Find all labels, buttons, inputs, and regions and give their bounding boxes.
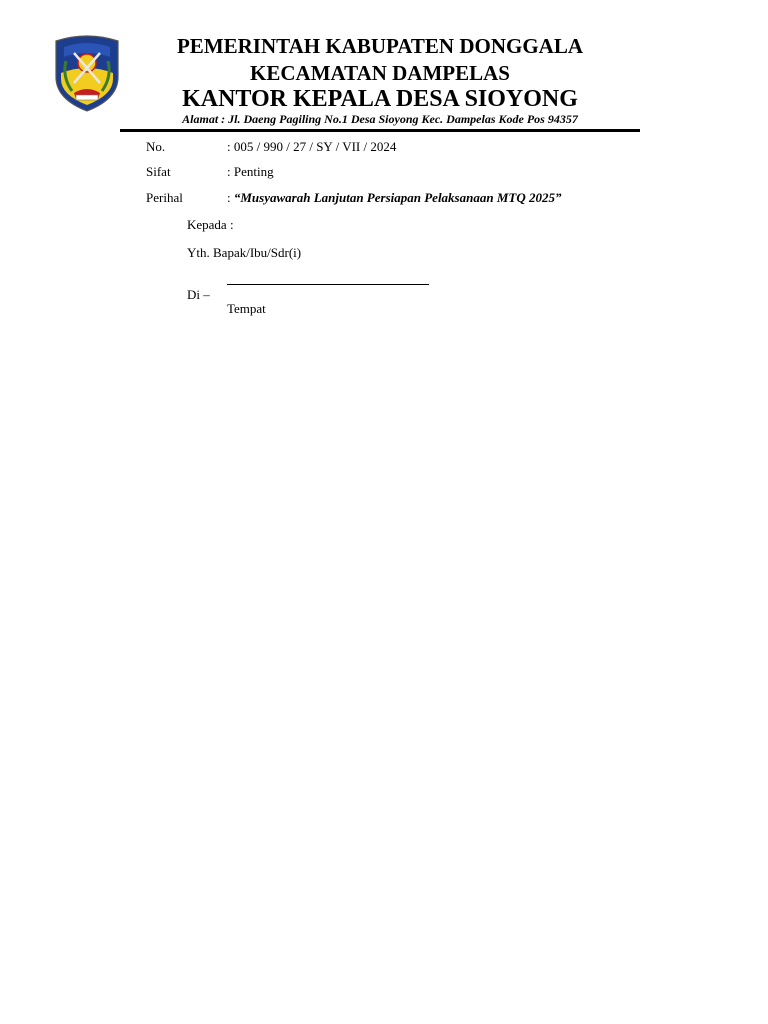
recipient-label: Kepada :: [187, 217, 234, 232]
nature-value: : Penting: [227, 164, 274, 179]
place-text: Tempat: [227, 301, 266, 316]
subject-label: Perihal: [146, 190, 183, 205]
letterhead-divider: [120, 129, 640, 132]
regency-logo: [52, 33, 122, 113]
subject-value: “Musyawarah Lanjutan Persiapan Pelaksanaan MTQ 2025”: [233, 190, 562, 205]
number-label: No.: [146, 139, 166, 154]
district-title: KECAMATAN DAMPELAS: [250, 61, 510, 85]
office-address: Alamat : Jl. Daeng Pagiling No.1 Desa Sioyong Kec. Dampelas Kode Pos 94357: [182, 112, 578, 126]
government-title: PEMERINTAH KABUPATEN DONGGALA: [176, 34, 583, 58]
coat-of-arms-icon: [52, 33, 122, 113]
subject-line: [227, 190, 561, 206]
number-value: : 005 / 990 / 27 / SY / VII / 2024: [227, 139, 397, 154]
recipient-name-blank: [227, 284, 429, 285]
subject-colon: :: [227, 190, 234, 205]
office-title: KANTOR KEPALA DESA SIOYONG: [182, 86, 578, 112]
nature-label: Sifat: [146, 164, 171, 179]
di-label: Di –: [187, 287, 210, 302]
salutation: Yth. Bapak/Ibu/Sdr(i): [187, 245, 302, 260]
